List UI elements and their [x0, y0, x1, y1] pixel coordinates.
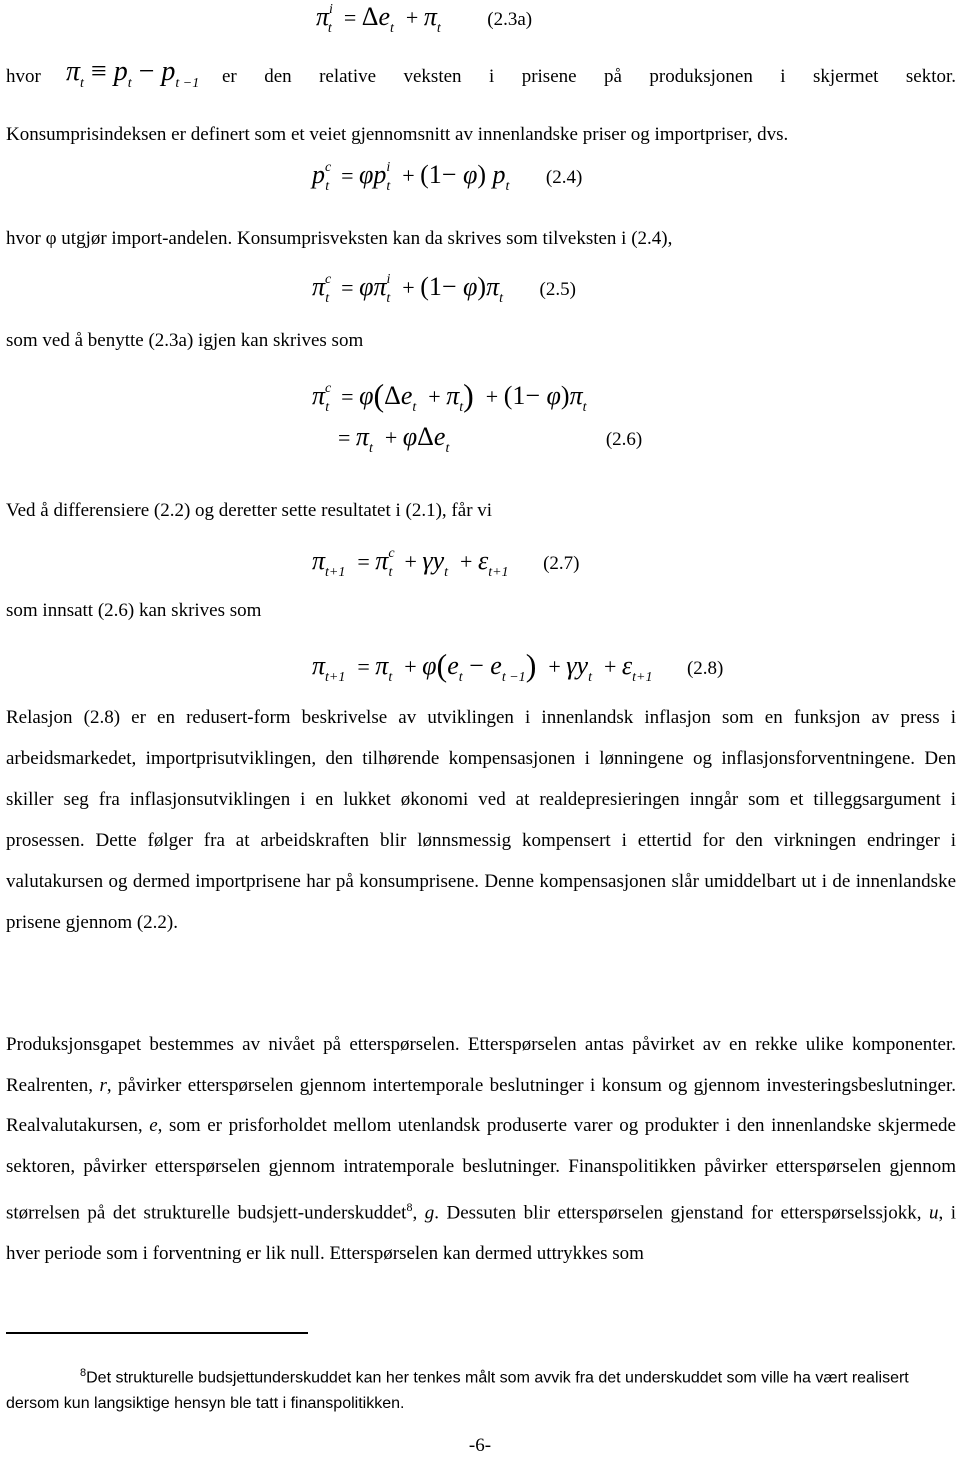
- variable-e: e: [149, 1115, 158, 1137]
- equation-2-8: $\pi_{t+1} = \pi_t + \varphi(e_t - e_{t -1}) + \gamma y_t + \varepsilon_{t+1}$ (2.8): [312, 647, 724, 685]
- variable-r: r: [99, 1074, 107, 1096]
- page-number: -6-: [468, 1435, 492, 1456]
- equation-number: (2.7): [543, 553, 580, 574]
- footnote-marker: 8: [80, 1367, 87, 1379]
- equation-number: (2.8): [686, 658, 724, 679]
- equation-2-6-line1: $\pi^c_t = \varphi(\Delta e_t + \pi_t) + (1- \varphi)\pi_t$: [312, 377, 587, 415]
- paragraph-text: , påvirker etterspørselen gjennom intertemporale beslutninger i konsum og gjennom investeringsbeslutninger. Realvalutakursen,: [6, 1074, 956, 1137]
- inflation-definition: $\pi_t \equiv p_t - p_{t -1}$: [66, 56, 200, 91]
- variable-u: u: [928, 1202, 939, 1224]
- footnote-text: Det strukturelle budsjettunderskuddet kan her tenkes målt som avvik fra det underskuddet som ville ha vært realisert dersom kun langsiktige hensyn ble tatt i finanspolitikken.: [6, 1369, 909, 1413]
- equation-2-5: $\pi^c_t = \varphi\pi^i_t + (1- \varphi)\pi_t$ (2.5): [312, 272, 576, 306]
- footnote-separator: [6, 1332, 308, 1334]
- paragraph-text: , i hver periode som i forventning er lik null. Etterspørselen kan dermed uttrykkes som: [6, 1202, 957, 1265]
- paragraph-text: . Dessuten blir etterspørselen gjenstand for etterspørselssjokk,: [434, 1202, 929, 1224]
- hvor-label: hvor: [6, 66, 41, 87]
- variable-g: g: [424, 1202, 435, 1224]
- equation-number: (2.5): [539, 279, 576, 300]
- equation-number: (2.4): [545, 167, 583, 188]
- paragraph-text: ,: [412, 1202, 425, 1224]
- equation-number: (2.6): [605, 429, 643, 450]
- paragraph-text: Produksjonsgapet bestemmes av nivået på etterspørselen. Etterspørselen antas påvirket av en rekke ulike komponenter. Realrenten,: [6, 1034, 956, 1096]
- ved-differensiere-text: Ved å differensiere (2.2) og deretter sette resultatet i (2.1), får vi: [6, 500, 493, 521]
- equation-2-7: $\pi_{t+1} = \pi^c_t + \gamma y_t + \varepsilon_{t+1}$ (2.7): [312, 546, 580, 580]
- equation-2-6-line2: = $\pi_t + \varphi\Delta e_t$ (2.6): [338, 422, 643, 456]
- produksjonsgapet-paragraph: [6, 1025, 956, 1275]
- footnote-reference[interactable]: 8: [406, 1200, 413, 1215]
- equation-2-4: $p^c_t = \varphi p^i_t + (1- \varphi)$ $p_t$ (2.4): [312, 160, 583, 194]
- relasjon-paragraph: Relasjon (2.8) er en redusert-form beskrivelse av utviklingen i innenlandsk inflasjon som en funksjon av press i arbeidsmarkedet, importprisutviklingen, den tilhørende kompensasjonen i lønningene og inflasjonsforventningene. Den skiller seg fra inflasjonsutviklingen i en lukket økonomi ved at realdepresieringen inngår som et tilleggsargument i prosessen. Dette følger fra at arbeidskraften blir lønnsmessig kompensert i ettertid for den virkningen endringer i valutakursen og dermed importprisene har på konsumprisene. Denne kompensasjonen slår umiddelbart ut i de innenlandske prisene gjennom (2.2).: [6, 707, 956, 933]
- equation-2-3a: $\pi^i_t = \Delta e_t + \pi_t$ (2.3a): [316, 2, 533, 36]
- hvor-phi-text: hvor φ utgjør import-andelen. Konsumprisveksten kan da skrives som tilveksten i (2.4),: [6, 228, 673, 249]
- som-innsatt-text: som innsatt (2.6) kan skrives som: [6, 600, 262, 621]
- footnote: [6, 1360, 956, 1417]
- paragraph-text: , som er prisforholdet mellom utenlandsk produserte varer og produkter i den innenlandske skjermede sektoren, påvirker etterspørselen gjennom intratemporale beslutninger. Finanspolitikken påvirker etterspørselen gjennom størrelsen på det strukturelle budsjett-underskuddet: [6, 1115, 956, 1224]
- hvor-tail-text: er den relative veksten i prisene på produksjonen i skjermet sektor.: [222, 66, 956, 87]
- equation-number: (2.3a): [487, 9, 533, 30]
- konsum-definition-text: Konsumprisindeksen er definert som et veiet gjennomsnitt av innenlandske priser og importpriser, dvs.: [6, 124, 789, 145]
- som-ved-text: som ved å benytte (2.3a) igjen kan skrives som: [6, 330, 364, 351]
